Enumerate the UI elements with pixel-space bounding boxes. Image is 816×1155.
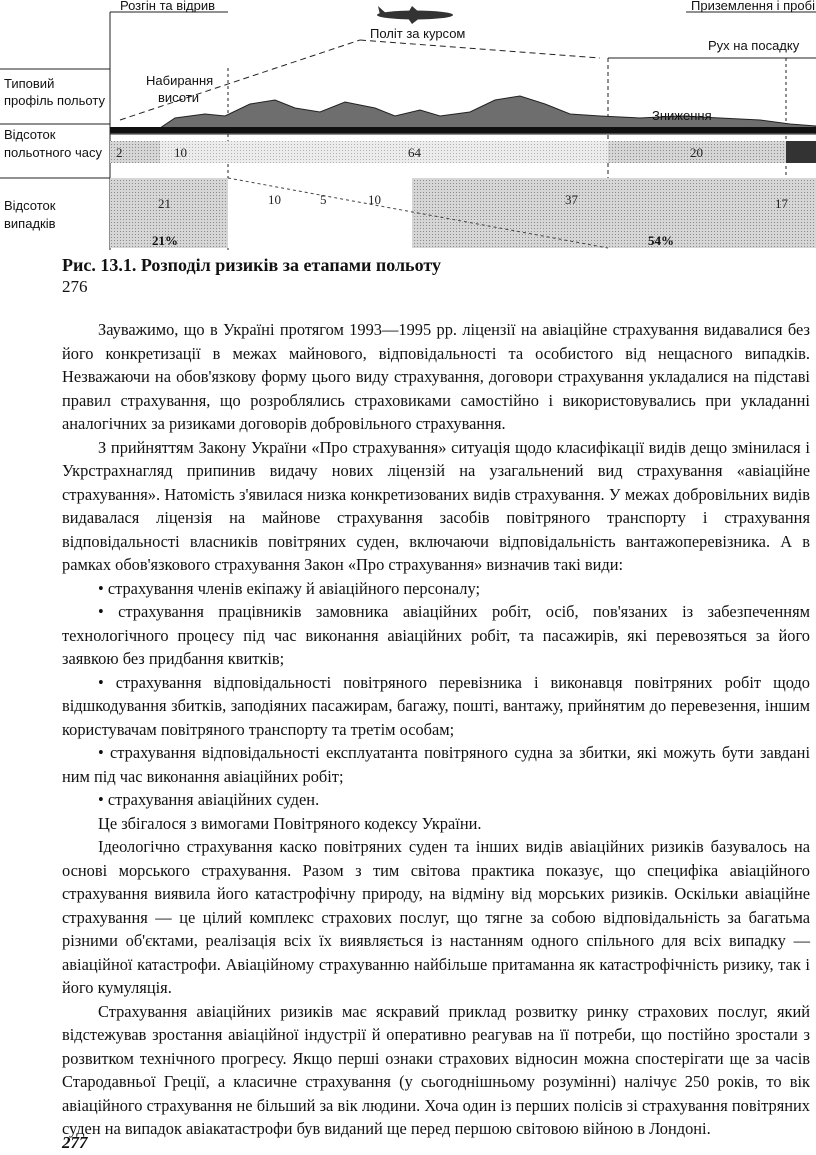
phase-climb-2: висоти (158, 90, 199, 105)
accidents-label-2: випадків (4, 216, 56, 231)
paragraph: Зауважимо, що в Україні протягом 1993—1995 рр. ліцензії на авіаційне страхування видавалися без його конкретизації в межах майнового, відповідальності та особистого від нещасного випадків. Незважаючи на обов'язкову форму цього виду страхування, договори страхування укладалися на підставі правил страхування, що розроблялись страховиками самостійно і використовувались при укладанні аналогічних за ризиками договорів добровільного страхування. (62, 320, 810, 433)
paragraph: Це збігалося з вимогами Повітряного кодексу України. (98, 813, 482, 833)
accidents-label-1: Відсоток (4, 198, 56, 213)
accidents-cell-approach (412, 178, 608, 248)
profile-label-2: профіль польоту (4, 93, 105, 108)
airplane-icon (377, 6, 453, 24)
accidents-descent: 10 (368, 192, 381, 207)
accidents-climb: 10 (268, 192, 281, 207)
profile-label-1: Типовий (4, 76, 55, 91)
flight-time-descent: 20 (690, 145, 703, 160)
phase-cruise: Політ за курсом (370, 26, 466, 41)
phase-landing: Приземлення і пробі (691, 0, 815, 13)
accidents-approach: 37 (565, 192, 578, 207)
phase-takeoff: Розгін та відрив (120, 0, 215, 13)
paragraph: Ідеологічно страхування каско повітряних суден та інших видів авіаційних ризиків базувалось на основі морського страхування. Разом з тим світова практика показує, що специфіка авіаційного страхування виявила його катастрофічну природу, на відміну від морських ризиків. Оскільки авіаційне страхування — це цілий комплекс страхових послуг, що тягне за собою відповідальність за багатьма різними об'єктами, реалізація всіх їх виявляється із настанням одного спільного для всіх випадку — авіаційної катастрофи. Авіаційному страхуванню найбільше притаманна як катастрофічність ризику, так і його кумуляція. (62, 837, 810, 997)
accidents-cruise: 5 (320, 192, 327, 207)
list-item: • страхування авіаційних суден. (98, 790, 320, 809)
flight-time-takeoff: 2 (116, 145, 123, 160)
phase-descent: Зниження (652, 108, 712, 123)
list-item: • страхування відповідальності повітряного перевізника і виконавця повітряних робіт щодо відшкодування збитків, заподіяних пасажирам, багажу, пошті, вантажу, прийнятим до перевезення, іншим користувачам повітряного транспорту та третім особам; (62, 672, 810, 739)
accidents-landing: 17 (775, 196, 788, 211)
accidents-total-landing: 54% (648, 233, 674, 248)
accidents-cell-landing (608, 178, 816, 248)
flight-time-cruise: 64 (408, 145, 421, 160)
figure-caption: Рис. 13.1. Розподіл ризиків за етапами польоту (62, 255, 441, 275)
list-item: • страхування відповідальності експлуатанта повітряного судна за збитки, які можуть бути завдані ним під час виконання авіаційних робіт; (62, 743, 810, 786)
list-item: • страхування працівників замовника авіаційних робіт, осіб, пов'язаних із забезпеченням технологічного процесу під час виконання авіаційних робіт, та пасажирів, які перевозяться за його заявкою без придбання квитків; (62, 602, 810, 668)
phase-climb-1: Набирання (146, 73, 214, 88)
accidents-takeoff: 21 (158, 196, 171, 211)
paragraph: З прийняттям Закону України «Про страхування» ситуація щодо класифікації видів дещо змінилася і Укрстрахнагляд припинив видачу нових ліцензій на узагальнений вид страхування «авіаційне страхування». Натомість з'явилася низка конкретизованих видів страхування. У межах добровільних видів видавалася ліцензія на майнове страхування засобів повітряного транспорту і страхування відповідальності власників повітряних суден, включаючи відповідальність вантажоперевізника. А в рамках обов'язкового страхування Закон «Про страхування» визначив такі види: (62, 437, 810, 574)
paragraph: Страхування авіаційних ризиків має яскравий приклад розвитку ринку страхових послуг, який відстежував зростання авіаційної індустрії й оперативно реагував на її потреби, що постійно зростали з розвитком технічного прогресу. Якщо перші ознаки страхових відносин можна спостерігати ще за часів Стародавньої Греції, а класичне страхування (у сьогоднішньому розумінні) налічує 250 років, то вік авіаційного страхування не більший за вік людини. Хоча один із перших полісів зі страхування повітряних суден на випадок авіакатастрофи був виданий ще перед першою світовою війною в Лондоні. (62, 1001, 810, 1138)
phase-approach: Рух на посадку (708, 38, 800, 53)
page-number-top: 276 (62, 277, 88, 296)
list-item: • страхування членів екіпажу й авіаційного персоналу; (98, 578, 481, 598)
page-number-bottom: 277 (62, 1133, 88, 1152)
flight-time-climb: 10 (174, 145, 187, 160)
time-label-2: польотного часу (4, 145, 102, 160)
runway-line (110, 127, 816, 133)
time-label-1: Відсоток (4, 127, 56, 142)
accidents-total-takeoff: 21% (152, 233, 178, 248)
body-text (62, 318, 810, 1141)
flight-time-cell-landing (786, 141, 816, 163)
flight-risk-figure (0, 0, 816, 250)
